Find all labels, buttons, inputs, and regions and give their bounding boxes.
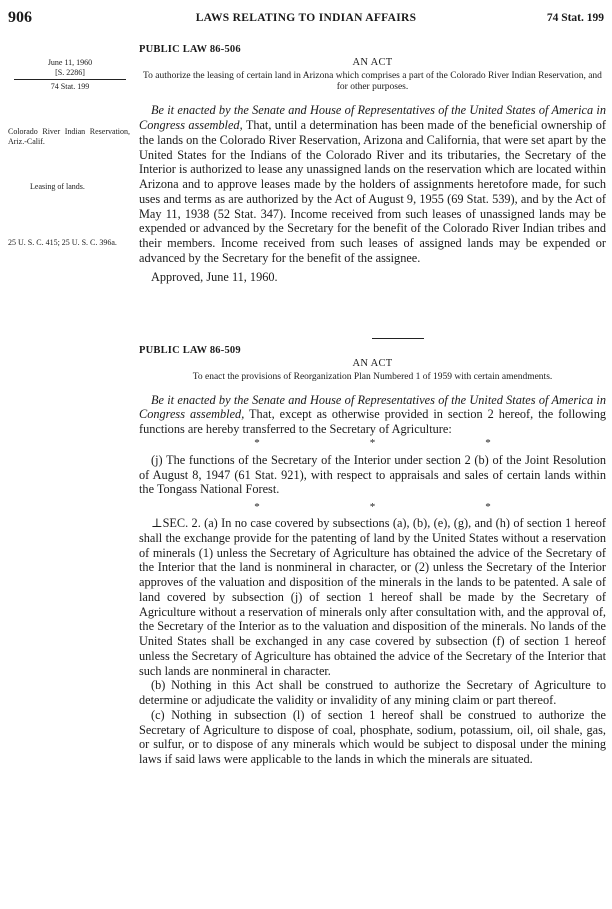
- enacting-clause: Be it enacted by the Senate and House of Representatives of the United States of America in Congress assembled,: [139, 103, 606, 132]
- omission-stars: [139, 502, 606, 513]
- section-2-a: [139, 516, 606, 678]
- law-title: PUBLIC LAW 86-509: [139, 345, 241, 356]
- star: *: [254, 436, 260, 449]
- star: *: [254, 501, 260, 514]
- margin-stat: 74 Stat. 199: [50, 82, 90, 92]
- act-purpose: To authorize the leasing of certain land in Arizona which comprises a part of the Colorado River Indian Reservation, and for other purposes.: [143, 71, 602, 92]
- margin-note-leasing: Leasing of lands.: [30, 182, 85, 191]
- enacting-clause: Be it enacted by the Senate and House of Representatives of the United States of America in Congress assembled,: [139, 392, 606, 422]
- section-2-a-text: SEC. 2. (a) In no case covered by subsections (a), (b), (e), (g), and (h) of section 1 hereof shall the exchange provide for the patenting of land by the United States without a reservation of minerals (1) unless the Secretary of Agriculture has obtained the advice of the Secretary of the Interior that the land is nonmineral in character, or (2) unless the Secretary of the Interior approves of the valuation and disposition of the minerals in the lands to be patented. A sale of land covered by subsection (j) of section 1 hereof shall be made by the Secretary of Agriculture without a reservation of minerals only after consultation with, and the approval of, the Secretary of the Interior as to the valuation and disposition of the minerals. No lands of the United States shall be exchanged in any case covered by subsection (f) of section 1 hereof unless the Secretary of Agriculture has obtained the advice of the Secretary of the Interior that such lands are nonmineral in character.: [139, 516, 606, 678]
- section-text: That, except as otherwise provided in section 2 hereof, the following functions are hereby transferred to the Secretary of Agriculture:: [139, 407, 606, 437]
- running-head: [8, 9, 604, 29]
- section-divider: [372, 338, 424, 339]
- margin-date: June 11, 1960: [47, 58, 93, 67]
- stat-reference: 74 Stat. 199: [546, 12, 604, 24]
- omission-stars: [139, 438, 606, 449]
- margin-rule: [14, 79, 126, 80]
- enacting-paragraph: [139, 393, 606, 437]
- subsection-j: (j) The functions of the Secretary of the Interior under section 2 (b) of the Joint Resolution of August 8, 1947 (61 Stat. 921), with respect to appraisals and sales of certain lands within the Tongass National Forest.: [139, 452, 606, 497]
- section-2-b: (b) Nothing in this Act shall be construed to authorize the Secretary of Agriculture to determine or adjudicate the validity or invalidity of any mining claim or part thereof.: [139, 678, 606, 708]
- star: *: [369, 436, 376, 449]
- margin-citation-block: [8, 58, 132, 92]
- margin-note-reservation: Colorado River Indian Reservation, Ariz.-Calif.: [8, 127, 130, 146]
- star: *: [485, 501, 491, 514]
- act-purpose: To enact the provisions of Reorganization Plan Numbered 1 of 1959 with certain amendments.: [192, 372, 553, 382]
- act-body: [139, 393, 606, 767]
- act-body: [139, 103, 606, 265]
- public-law-86-509: [139, 345, 606, 767]
- page-break-mark: ⊥: [151, 516, 163, 531]
- an-act-heading: AN ACT: [352, 57, 393, 68]
- an-act-heading: AN ACT: [352, 358, 393, 369]
- section-text: That, until a determination has been made of the beneficial ownership of the lands on the Colorado River Reservation, Arizona and California, that were set apart by the United States for the Indians of the Colorado River and its tributaries, the Secretary of the Interior is authorized to lease any unassigned lands on the reservation which are located within Arizona and to approve leases made by the holders of assignments heretofore made, for such uses and terms as are authorized by the Act of August 9, 1955 (69 Stat. 539), and by the Act of May 11, 1938 (52 Stat. 347). Income received from such leases of unassigned lands may be expended or advanced by the Secretary for the benefit of the Colorado River Indian tribes and their members. Income received from such leases of assigned lands may be expended or advanced by the Secretary for the benefit of the assignee.: [139, 118, 607, 265]
- approval-date: Approved, June 11, 1960.: [151, 269, 278, 284]
- enacting-paragraph: [139, 103, 606, 265]
- page-number: 906: [8, 9, 32, 26]
- running-title: LAWS RELATING TO INDIAN AFFAIRS: [195, 12, 417, 24]
- law-title: PUBLIC LAW 86-506: [139, 44, 241, 55]
- margin-bill-number: [S. 2286]: [55, 67, 85, 77]
- public-law-86-506: [139, 44, 606, 285]
- star: *: [485, 436, 491, 449]
- star: *: [369, 501, 376, 514]
- section-2-c: (c) Nothing in subsection (l) of section 1 hereof shall be construed to authorize the Secretary of Agriculture to dispose of coal, phosphate, sodium, potassium, oil, oil shale, gas, or sulfur, or to dispose of any minerals which would be subject to disposal under the mining laws if said laws were applicable to the lands in which the minerals are situated.: [139, 707, 606, 767]
- margin-note-usc: 25 U. S. C. 415; 25 U. S. C. 396a.: [8, 238, 117, 247]
